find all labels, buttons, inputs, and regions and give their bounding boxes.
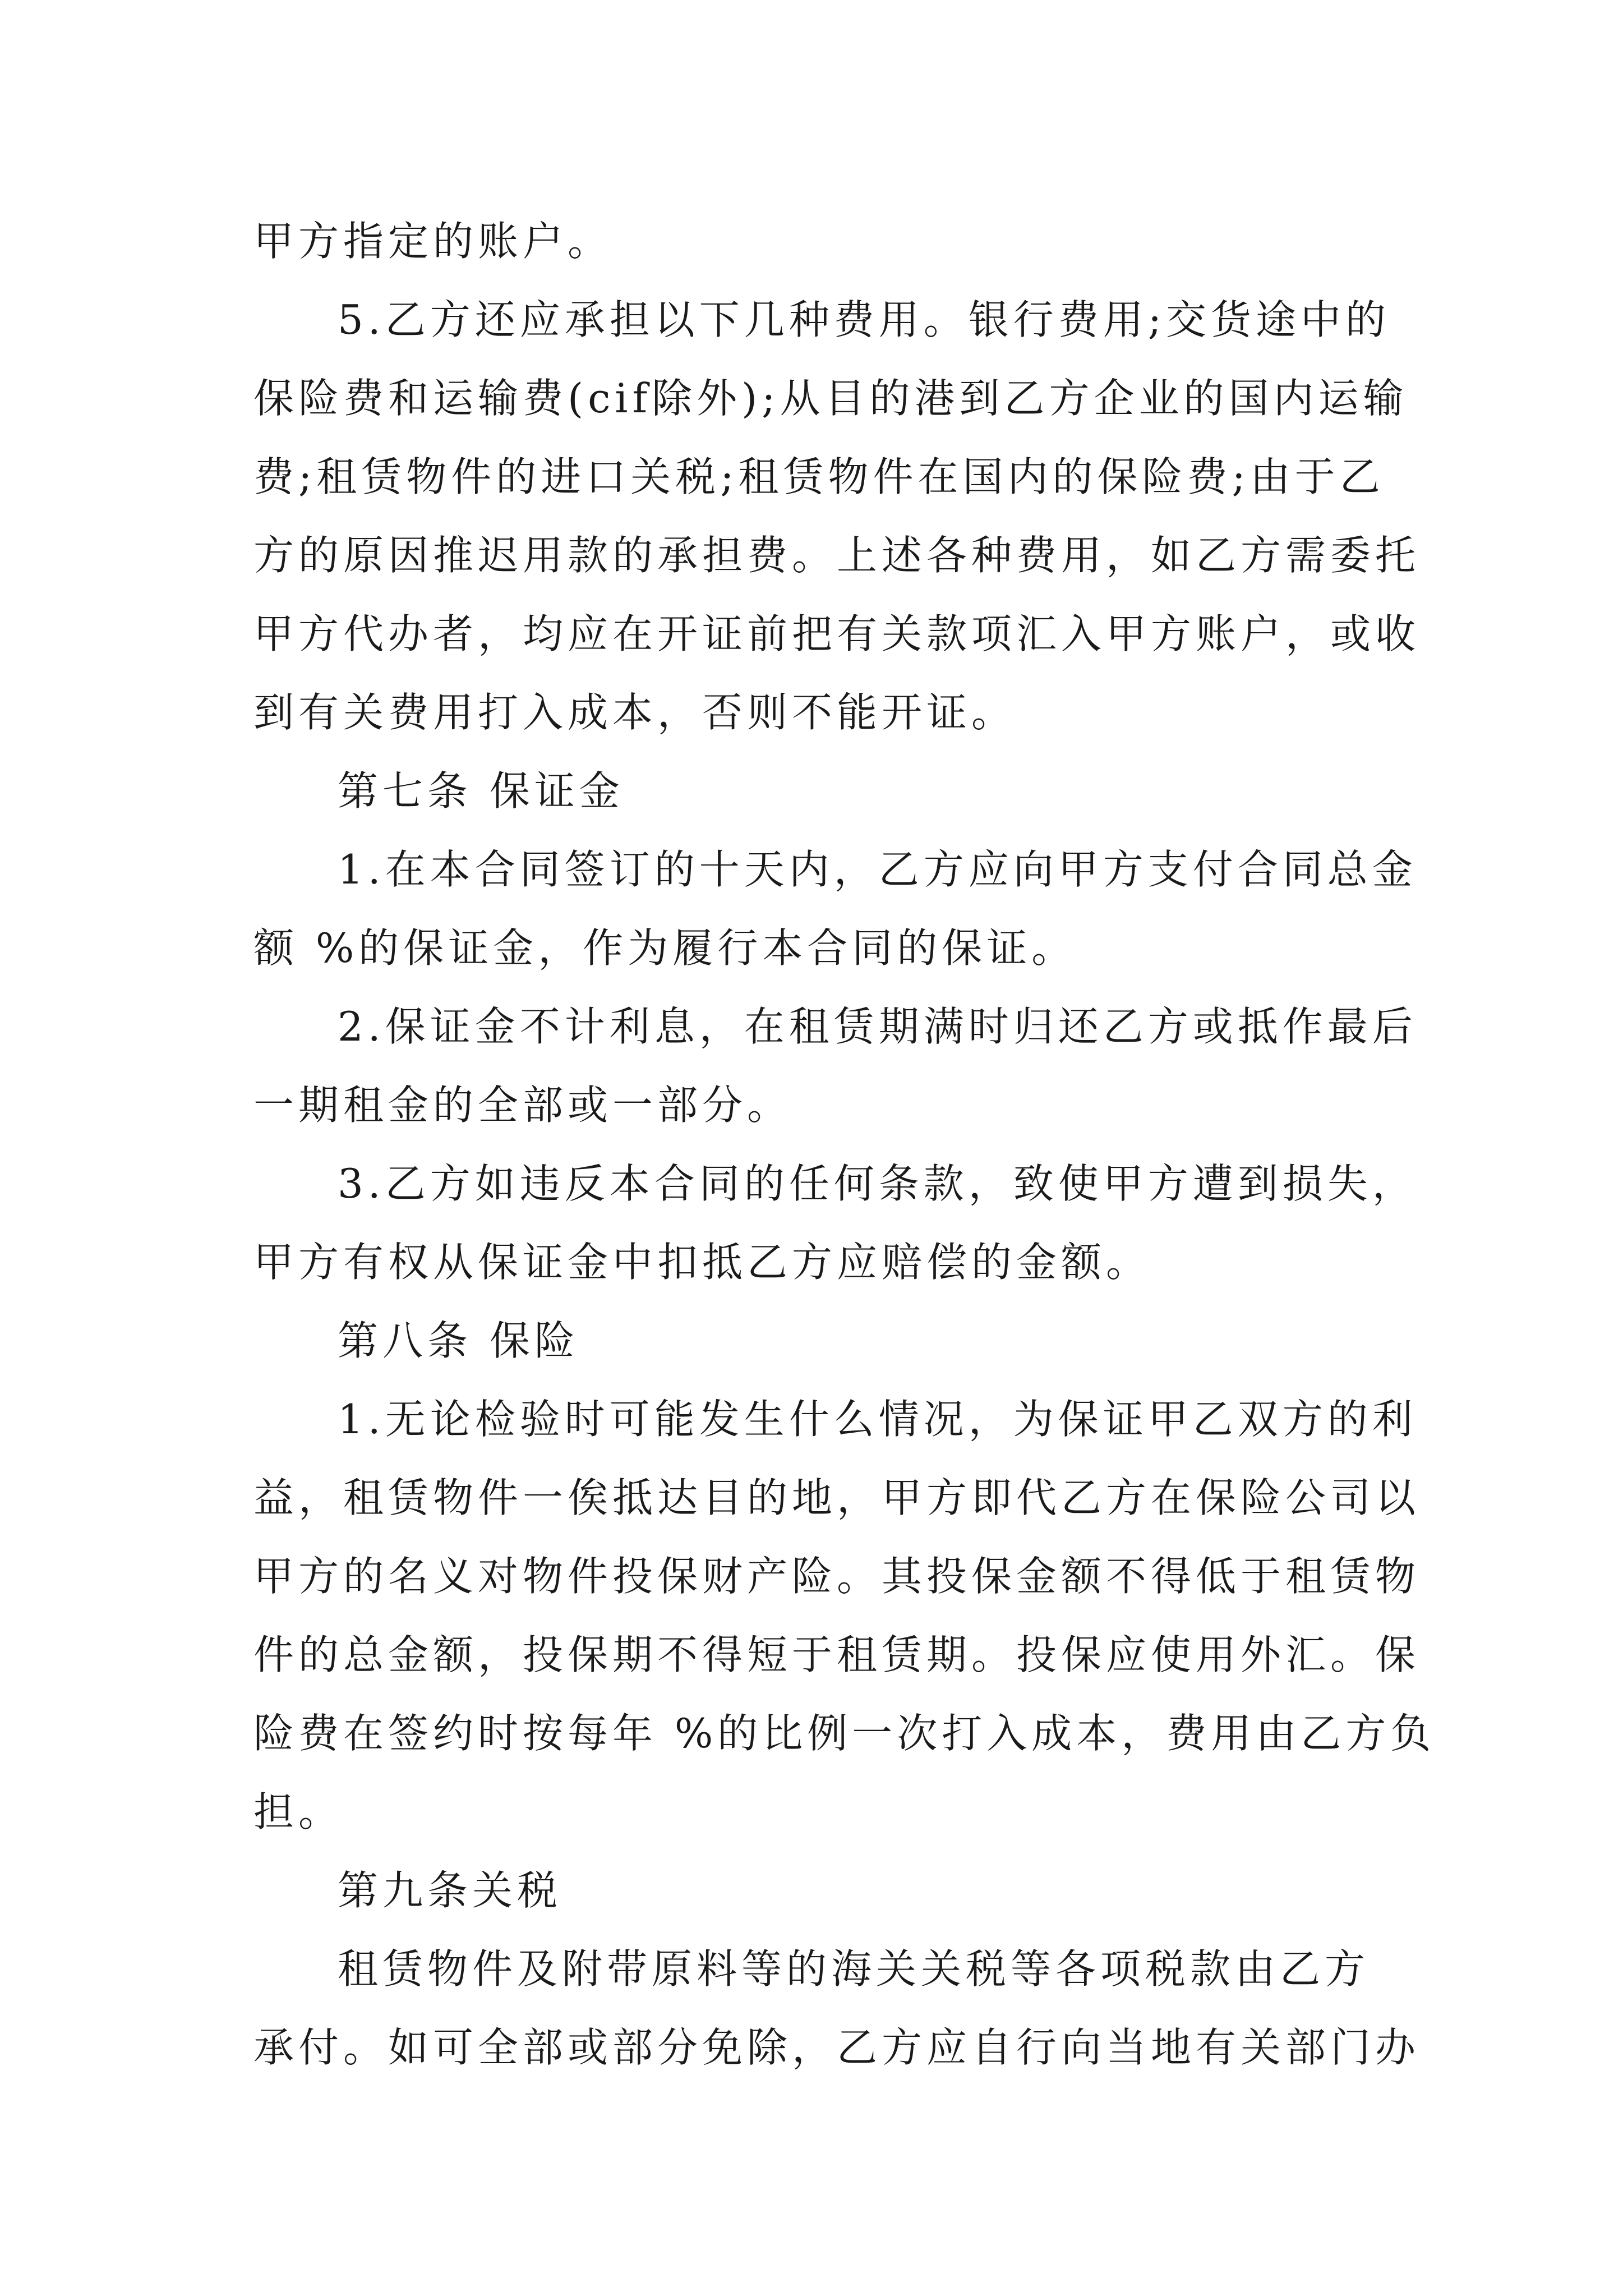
body-text-line: 额 %的保证金，作为履行本合同的保证。 — [253, 924, 1077, 972]
body-text-line: 费;租赁物件的进口关税;租赁物件在国内的保险费;由于乙 — [253, 453, 1385, 500]
clause-item-1: 1.无论检验时可能发生什么情况，为保证甲乙双方的利 — [338, 1396, 1417, 1443]
clause-item-3: 3.乙方如违反本合同的任何条款，致使甲方遭到损失， — [338, 1160, 1417, 1207]
section-heading-article-7: 第七条 保证金 — [338, 767, 624, 815]
section-heading-article-8: 第八条 保险 — [338, 1317, 579, 1364]
body-text-line: 一期租金的全部或一部分。 — [253, 1082, 792, 1129]
body-paragraph-start: 租赁物件及附带原料等的海关关税等各项税款由乙方 — [338, 1945, 1370, 1993]
body-text-line: 险费在签约时按每年 %的比例一次打入成本，费用由乙方负 — [253, 1710, 1436, 1757]
body-text-line: 益，租赁物件一俟抵达目的地，甲方即代乙方在保险公司以 — [253, 1474, 1421, 1521]
clause-item-2: 2.保证金不计利息，在租赁期满时归还乙方或抵作最后 — [338, 1003, 1417, 1050]
body-text-line: 甲方的名义对物件投保财产险。其投保金额不得低于租赁物 — [253, 1553, 1421, 1600]
section-heading-article-9: 第九条关税 — [338, 1867, 562, 1914]
body-text-line: 甲方有权从保证金中扣抵乙方应赔偿的金额。 — [253, 1239, 1151, 1286]
body-text-line: 到有关费用打入成本，否则不能开证。 — [253, 689, 1017, 736]
body-text-line: 件的总金额，投保期不得短于租赁期。投保应使用外汇。保 — [253, 1631, 1421, 1678]
body-text-line: 甲方代办者，均应在开证前把有关款项汇入甲方账户，或收 — [253, 610, 1421, 657]
body-text-line: 方的原因推迟用款的承担费。上述各种费用，如乙方需委托 — [253, 532, 1421, 579]
body-text-line: 担。 — [253, 1788, 344, 1835]
clause-item-5: 5.乙方还应承担以下几种费用。银行费用;交货途中的 — [338, 296, 1390, 343]
body-text-line: 保险费和运输费(cif除外);从目的港到乙方企业的国内运输 — [253, 375, 1408, 422]
body-text-line: 甲方指定的账户。 — [253, 218, 613, 265]
clause-item-1: 1.在本合同签订的十天内，乙方应向甲方支付合同总金 — [338, 846, 1417, 893]
body-text-line: 承付。如可全部或部分免除，乙方应自行向当地有关部门办 — [253, 2024, 1421, 2071]
